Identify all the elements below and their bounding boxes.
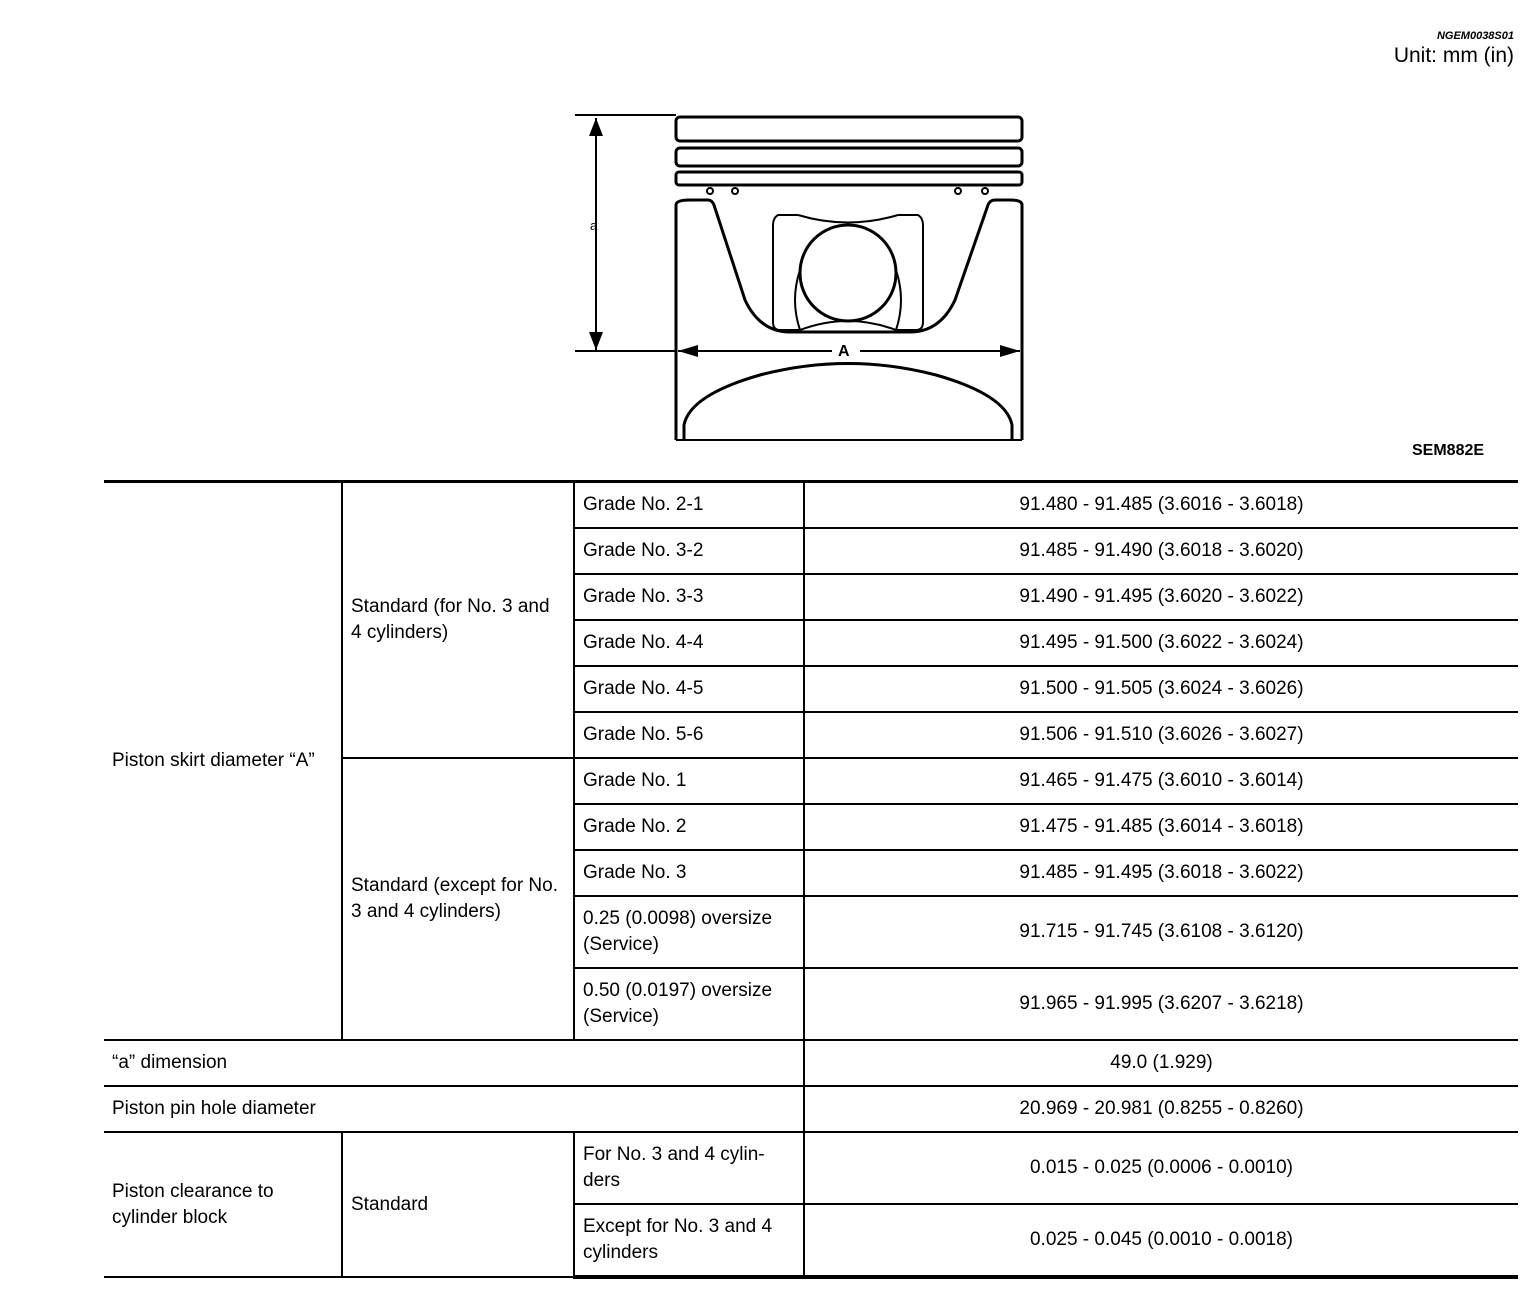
value-cell: 20.969 - 20.981 (0.8255 - 0.8260) [804, 1086, 1518, 1132]
table-row [104, 1086, 1518, 1132]
table-row [104, 1132, 1518, 1204]
std-except-label: Standard (except for No. 3 and 4 cylinders) [342, 758, 574, 1040]
value-cell: 91.965 - 91.995 (3.6207 - 3.6218) [804, 968, 1518, 1040]
grade-cell: Grade No. 3 [574, 850, 804, 896]
grade-cell: Grade No. 4-5 [574, 666, 804, 712]
value-cell: 91.475 - 91.485 (3.6014 - 3.6018) [804, 804, 1518, 850]
condition-cell: For No. 3 and 4 cylin-ders [574, 1132, 804, 1204]
value-cell: 49.0 (1.929) [804, 1040, 1518, 1086]
clearance-std-label: Standard [342, 1132, 574, 1277]
value-cell: 91.485 - 91.495 (3.6018 - 3.6022) [804, 850, 1518, 896]
clearance-label: Piston clearance to cylinder block [104, 1132, 342, 1277]
grade-cell: Grade No. 3-3 [574, 574, 804, 620]
value-cell: 91.500 - 91.505 (3.6024 - 3.6026) [804, 666, 1518, 712]
value-cell: 91.480 - 91.485 (3.6016 - 3.6018) [804, 482, 1518, 529]
grade-cell: Grade No. 4-4 [574, 620, 804, 666]
label-A: A [838, 343, 850, 360]
value-cell: 91.506 - 91.510 (3.6026 - 3.6027) [804, 712, 1518, 758]
value-cell: 0.015 - 0.025 (0.0006 - 0.0010) [804, 1132, 1518, 1204]
unit-label: Unit: mm (in) [1393, 44, 1514, 67]
grade-cell: Grade No. 1 [574, 758, 804, 804]
table-row [104, 482, 1518, 529]
skirt-label: Piston skirt diameter “A” [104, 482, 342, 1041]
value-cell: 91.495 - 91.500 (3.6022 - 3.6024) [804, 620, 1518, 666]
table-row [104, 1040, 1518, 1086]
grade-cell: Grade No. 2 [574, 804, 804, 850]
label-a: a [590, 218, 598, 233]
document-code: NGEM0038S01 [1436, 30, 1514, 42]
piston-spec-table [104, 480, 1518, 1279]
value-cell: 91.465 - 91.475 (3.6010 - 3.6014) [804, 758, 1518, 804]
grade-cell: Grade No. 5-6 [574, 712, 804, 758]
value-cell: 91.490 - 91.495 (3.6020 - 3.6022) [804, 574, 1518, 620]
std-34-label: Standard (for No. 3 and 4 cylinders) [342, 482, 574, 759]
a-dim-label: “a” dimension [104, 1040, 804, 1086]
value-cell: 91.485 - 91.490 (3.6018 - 3.6020) [804, 528, 1518, 574]
grade-cell: 0.25 (0.0098) oversize (Service) [574, 896, 804, 968]
grade-cell: 0.50 (0.0197) oversize (Service) [574, 968, 804, 1040]
figure-id: SEM882E [1412, 442, 1485, 459]
grade-cell: Grade No. 2-1 [574, 482, 804, 529]
condition-cell: Except for No. 3 and 4 cylinders [574, 1204, 804, 1277]
pin-hole-label: Piston pin hole diameter [104, 1086, 804, 1132]
grade-cell: Grade No. 3-2 [574, 528, 804, 574]
value-cell: 0.025 - 0.045 (0.0010 - 0.0018) [804, 1204, 1518, 1277]
piston-diagram [560, 100, 1040, 450]
value-cell: 91.715 - 91.745 (3.6108 - 3.6120) [804, 896, 1518, 968]
